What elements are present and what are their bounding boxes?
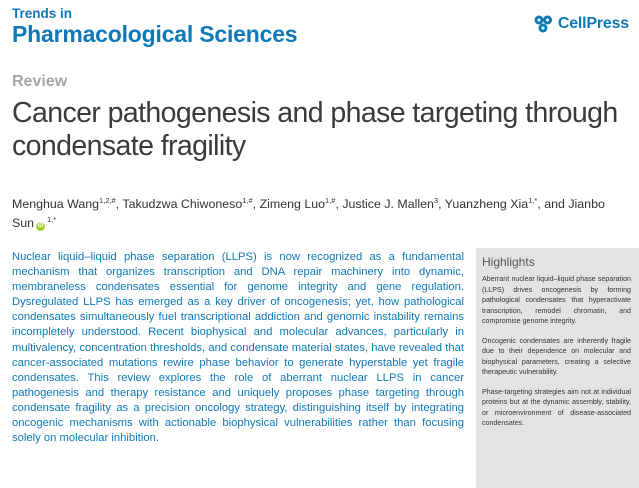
journal-name: Pharmacological Sciences xyxy=(12,21,298,47)
author-affiliation: 1,2,# xyxy=(99,196,116,205)
journal-series: Trends in xyxy=(12,6,73,21)
author-separator: , and xyxy=(537,197,569,211)
highlights-box xyxy=(476,248,639,488)
highlight-item: Aberrant nuclear liquid–liquid phase separation (LLPS) drives oncogenesis by forming pathological condensates that hyperactivate transcription, remodel chromatin, and compromise genome integrity. xyxy=(482,275,631,325)
highlights-title: Highlights xyxy=(482,255,535,269)
abstract: Nuclear liquid–liquid phase separation (LLPS) is now recognized as a fundamental mechanism that organizes transcription and DNA repair machinery into dynamic, membraneless condensates essential for genome integrity and gene regulation. Dysregulated LLPS has emerged as a key driver of oncogenesis; yet, how pathological condensates simultaneously fuel transcriptional addiction and genomic instability remains incompletely understood. Recent biophysical and molecular advances, particularly in multivalency, concentration thresholds, and condensate material states, have revealed that cancer-associated mutations rewire phase behavior to generate hyperstable yet fragile condensates. This review explores the role of aberrant nuclear LLPS in cancer pathogenesis and therapy resistance and uniquely proposes phase targeting through condensate fragility as a precision oncology strategy, distinguishing itself by integrating oncogenic mechanisms with actionable biophysical vulnerabilities rather than focusing solely on molecular inhibition. xyxy=(12,251,464,445)
author-affiliation: 1,# xyxy=(325,196,336,205)
author-affiliation: 1,# xyxy=(242,196,253,205)
highlight-item: Oncogenic condensates are inherently fragile due to their dependence on molecular and biophysical parameters, creating a selective therapeutic vulnerability. xyxy=(482,336,631,376)
author-name[interactable]: Zimeng Luo xyxy=(259,197,325,211)
author-name[interactable]: Takudzwa Chiwoneso xyxy=(122,197,243,211)
author-affiliation: 1,* xyxy=(528,196,538,205)
publisher-logo[interactable] xyxy=(532,14,629,34)
journal-masthead xyxy=(12,6,297,48)
author-separator: , xyxy=(252,197,260,211)
orcid-icon[interactable]: iD xyxy=(37,223,44,229)
author-separator: , xyxy=(438,197,445,211)
article-title: Cancer pathogenesis and phase targeting through condensate fragility xyxy=(12,97,618,162)
publisher-name: CellPress xyxy=(557,15,629,32)
article-type: Review xyxy=(12,73,68,90)
author-separator: , xyxy=(335,197,343,211)
author-name[interactable]: Justice J. Mallen xyxy=(342,197,434,211)
author-name[interactable]: Yuanzheng Xia xyxy=(444,197,529,211)
author-name[interactable]: Jianbo Sun xyxy=(12,197,605,230)
highlight-item: Phase-targeting strategies aim not at individual proteins but at the dynamic assembly, stability, or microenvironment of disease-associated condensates. xyxy=(482,387,631,427)
cellpress-logo-icon xyxy=(532,14,554,34)
author-name[interactable]: Menghua Wang xyxy=(12,197,100,211)
author-affiliation: 3 xyxy=(433,196,439,205)
author-separator: , xyxy=(115,197,123,211)
author-list xyxy=(12,195,627,233)
author-affiliation: 1,* xyxy=(47,215,57,224)
